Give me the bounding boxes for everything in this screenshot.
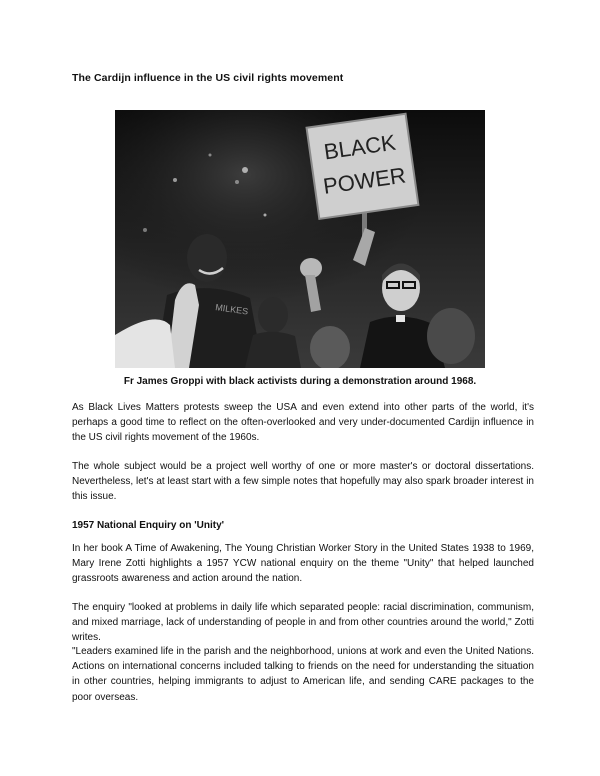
paragraph-intro: As Black Lives Matters protests sweep the USA and even extend into other parts of the world, it's perhaps a good time to reflect on the often-overlooked and very under-documented Cardijn influence in the US civil rights movement of the 1960s.	[72, 402, 534, 444]
paragraph-dissertation: The whole subject would be a project well worthy of one or more master's or doctoral dissertations. Nevertheless, let's at least start with a few simple notes that hopefully may also spark broader interest in this issue.	[72, 461, 534, 503]
protest-photo	[115, 110, 485, 368]
sign-text-line1: BLACK	[322, 129, 398, 165]
shirt-text: MILKES	[214, 302, 249, 317]
paragraph-zotti-book: In her book A Time of Awakening, The Young Christian Worker Story in the United States 1938 to 1969, Mary Irene Zotti highlights a 1957 YCW national enquiry on the theme "Unity" that helped launched grassroots awareness and action around the nation.	[72, 543, 534, 585]
paragraph-leaders: "Leaders examined life in the parish and the neighborhood, unions at work and even the United Nations. Actions on international concerns included talking to friends on the need for understanding the situation in other countries, helping immigrants to adjust to American life, and sending CARE packages to the poor overseas.	[72, 646, 534, 703]
section-heading: 1957 National Enquiry on 'Unity'	[72, 520, 225, 531]
sign-text-line2: POWER	[321, 162, 408, 199]
paragraph-enquiry: The enquiry "looked at problems in daily life which separated people: racial discrimination, communism, and mixed marriage, lack of understanding of people in and from other countries around the world," Zotti writes.	[72, 602, 534, 644]
photo-caption: Fr James Groppi with black activists during a demonstration around 1968.	[123, 376, 477, 387]
page-title: The Cardijn influence in the US civil rights movement	[72, 72, 344, 84]
